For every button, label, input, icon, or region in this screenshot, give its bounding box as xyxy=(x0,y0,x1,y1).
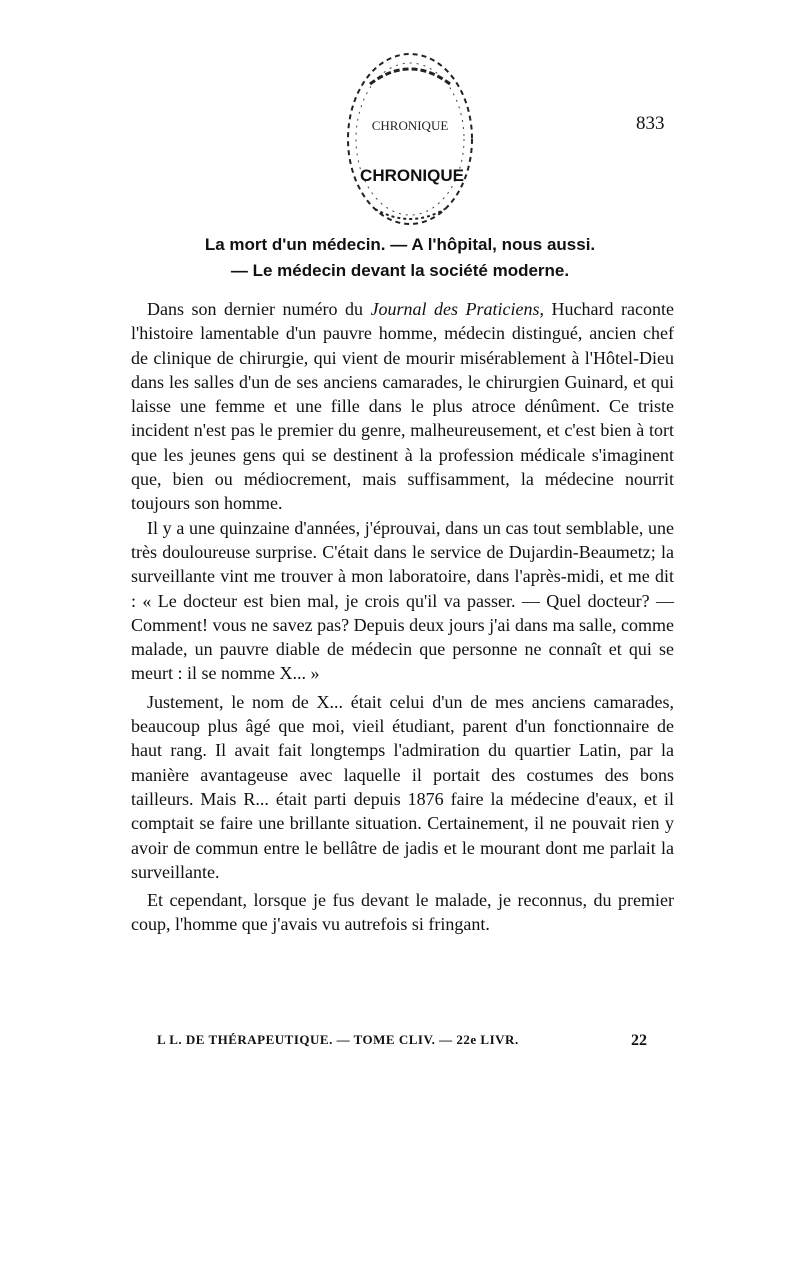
article-body xyxy=(131,297,674,937)
paragraph-2: Il y a une quinzaine d'années, j'éprouvai, dans un cas tout semblable, une très douloureuse surprise. C'était dans le service de Dujardin-Beaumetz; la surveillante vint me trouver à mon laboratoire, dans l'après-midi, et me dit : « Le docteur est bien mal, je crois qu'il va passer. — Quel docteur? — Comment! vous ne savez pas? Depuis deux jours j'ai dans ma salle, comme malade, un pauvre diable de médecin que personne ne connaît et qui se meurt : il se nomme X... » xyxy=(131,517,674,684)
footer-journal: L L. DE THÉRAPEUTIQUE. — TOME CLIV. — 22e LIVR. xyxy=(157,1032,519,1047)
stamp-text-main: CHRONIQUE xyxy=(360,166,464,185)
journal-title: Journal des Praticiens xyxy=(370,299,540,319)
stamp-text-top: CHRONIQUE xyxy=(371,118,449,133)
title-line-1: La mort d'un médecin. — A l'hôpital, nous aussi. xyxy=(204,235,596,254)
paragraph-3: Justement, le nom de X... était celui d'un de mes anciens camarades, beaucoup plus âgé que moi, vieil étudiant, parent d'un fonctionnaire de haut rang. Il avait fait longtemps l'admiration du quartier Latin, par la manière avantageuse avec laquelle il portait des costumes des bons tailleurs. Mais R... était parti depuis 1876 faire la médecine d'eaux, et il comptait se faire une brillante situation. Certainement, il ne pouvait rien y avoir de commun entre le bellâtre de jadis et le mourant dont me parlait la surveillante. xyxy=(131,691,674,882)
p1-after: , Huchard raconte l'histoire lamentable d'un pauvre homme, médecin distingué, ancien chef de clinique de chirurgie, qui vient de mourir misérablement à l'Hôtel-Dieu dans les salles d'un de ses anciens camarades, le chirurgien Guinard, et qui laisse une femme et une fille dans le plus atroce dénûment. Ce triste incident n'est pas le premier du genre, malheureusement, et c'est bien à tort que les jeunes gens qui se destinent à la profession médicale s'imaginent que, bien ou médiocrement, mais suffisamment, la médecine nourrit toujours son homme. xyxy=(131,299,675,514)
article-title xyxy=(140,232,660,284)
p1-before: Dans son dernier numéro du xyxy=(147,299,371,319)
page-number: 833 xyxy=(636,113,665,134)
paragraph-4: Et cependant, lorsque je fus devant le malade, je reconnus, du premier coup, l'homme que j'avais vu autrefois si fringant. xyxy=(131,890,674,935)
stamp-oval-icon xyxy=(330,44,490,234)
library-stamp xyxy=(330,44,490,234)
page-footer xyxy=(157,1032,647,1050)
paragraph-1 xyxy=(131,297,674,516)
footer-signature: 22 xyxy=(631,1032,647,1049)
title-line-2: — Le médecin devant la société moderne. xyxy=(230,261,570,280)
